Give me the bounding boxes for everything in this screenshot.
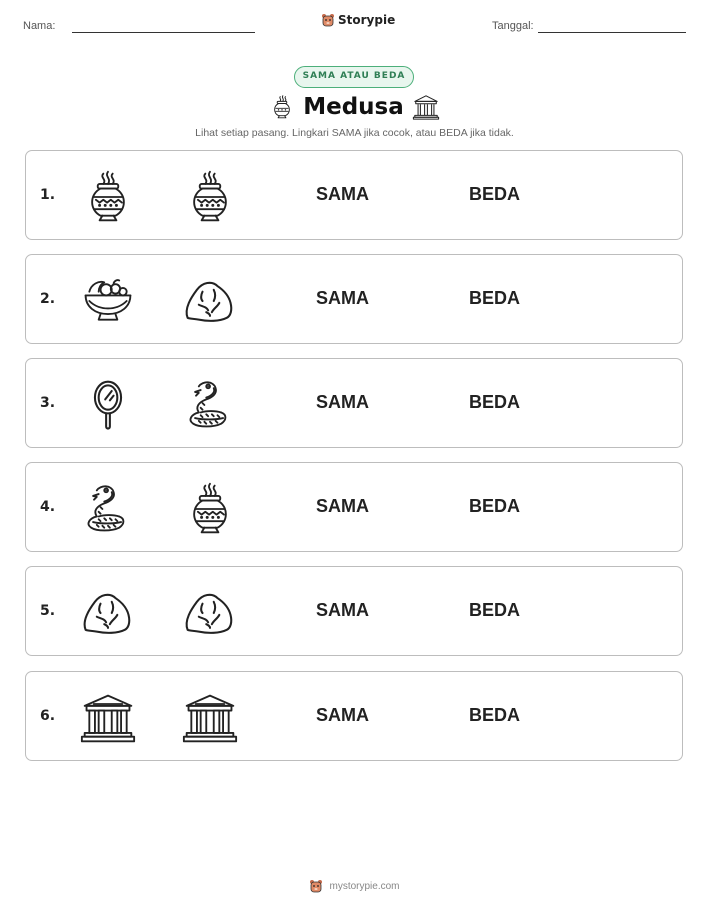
temple-icon (80, 690, 136, 746)
footer-url: mystorypie.com (329, 880, 400, 892)
question-number: 3. (40, 395, 56, 411)
question-row (25, 462, 683, 552)
different-option[interactable]: BEDA (469, 600, 521, 620)
name-field[interactable] (72, 32, 255, 33)
same-option[interactable]: SAMA (316, 705, 369, 725)
same-option[interactable]: SAMA (316, 496, 369, 516)
same-option[interactable]: SAMA (316, 288, 369, 308)
question-row (25, 566, 683, 656)
question-row (25, 254, 683, 344)
different-option[interactable]: BEDA (469, 288, 521, 308)
different-option[interactable]: BEDA (469, 184, 521, 204)
same-option[interactable]: SAMA (316, 600, 369, 620)
rock-icon (182, 585, 238, 641)
rock-icon (182, 273, 238, 329)
question-row (25, 358, 683, 448)
different-option[interactable]: BEDA (469, 392, 521, 412)
instructions-text: Lihat setiap pasang. Lingkari SAMA jika cocok, atau BEDA jika tidak. (195, 127, 514, 139)
different-option[interactable]: BEDA (469, 496, 521, 516)
question-number: 4. (40, 499, 56, 515)
snake-icon (182, 377, 238, 433)
snake-icon (80, 481, 136, 537)
footer (0, 879, 709, 893)
question-row (25, 150, 683, 240)
question-number: 5. (40, 603, 56, 619)
title-row (0, 90, 709, 124)
worksheet-header (0, 0, 709, 50)
bear-mascot-icon (309, 879, 323, 893)
temple-icon (412, 92, 440, 122)
name-label: Nama: (23, 20, 56, 32)
question-row (25, 671, 683, 761)
question-number: 2. (40, 291, 56, 307)
question-number: 6. (40, 708, 56, 724)
urn-icon (269, 92, 295, 122)
rock-icon (80, 585, 136, 641)
bear-mascot-icon (321, 13, 335, 27)
date-label: Tanggal: (492, 20, 534, 32)
fruit-bowl-icon (80, 273, 136, 329)
temple-icon (182, 690, 238, 746)
question-number: 1. (40, 187, 56, 203)
page-title: Medusa (303, 94, 404, 120)
urn-icon (182, 481, 238, 537)
same-option[interactable]: SAMA (316, 184, 369, 204)
hand-mirror-icon (80, 377, 136, 433)
urn-icon (80, 169, 136, 225)
same-option[interactable]: SAMA (316, 392, 369, 412)
different-option[interactable]: BEDA (469, 705, 521, 725)
urn-icon (182, 169, 238, 225)
brand-name: Storypie (338, 13, 396, 27)
date-field[interactable] (538, 32, 686, 33)
brand-logo (321, 13, 395, 27)
activity-badge: SAMA ATAU BEDA (294, 66, 414, 88)
